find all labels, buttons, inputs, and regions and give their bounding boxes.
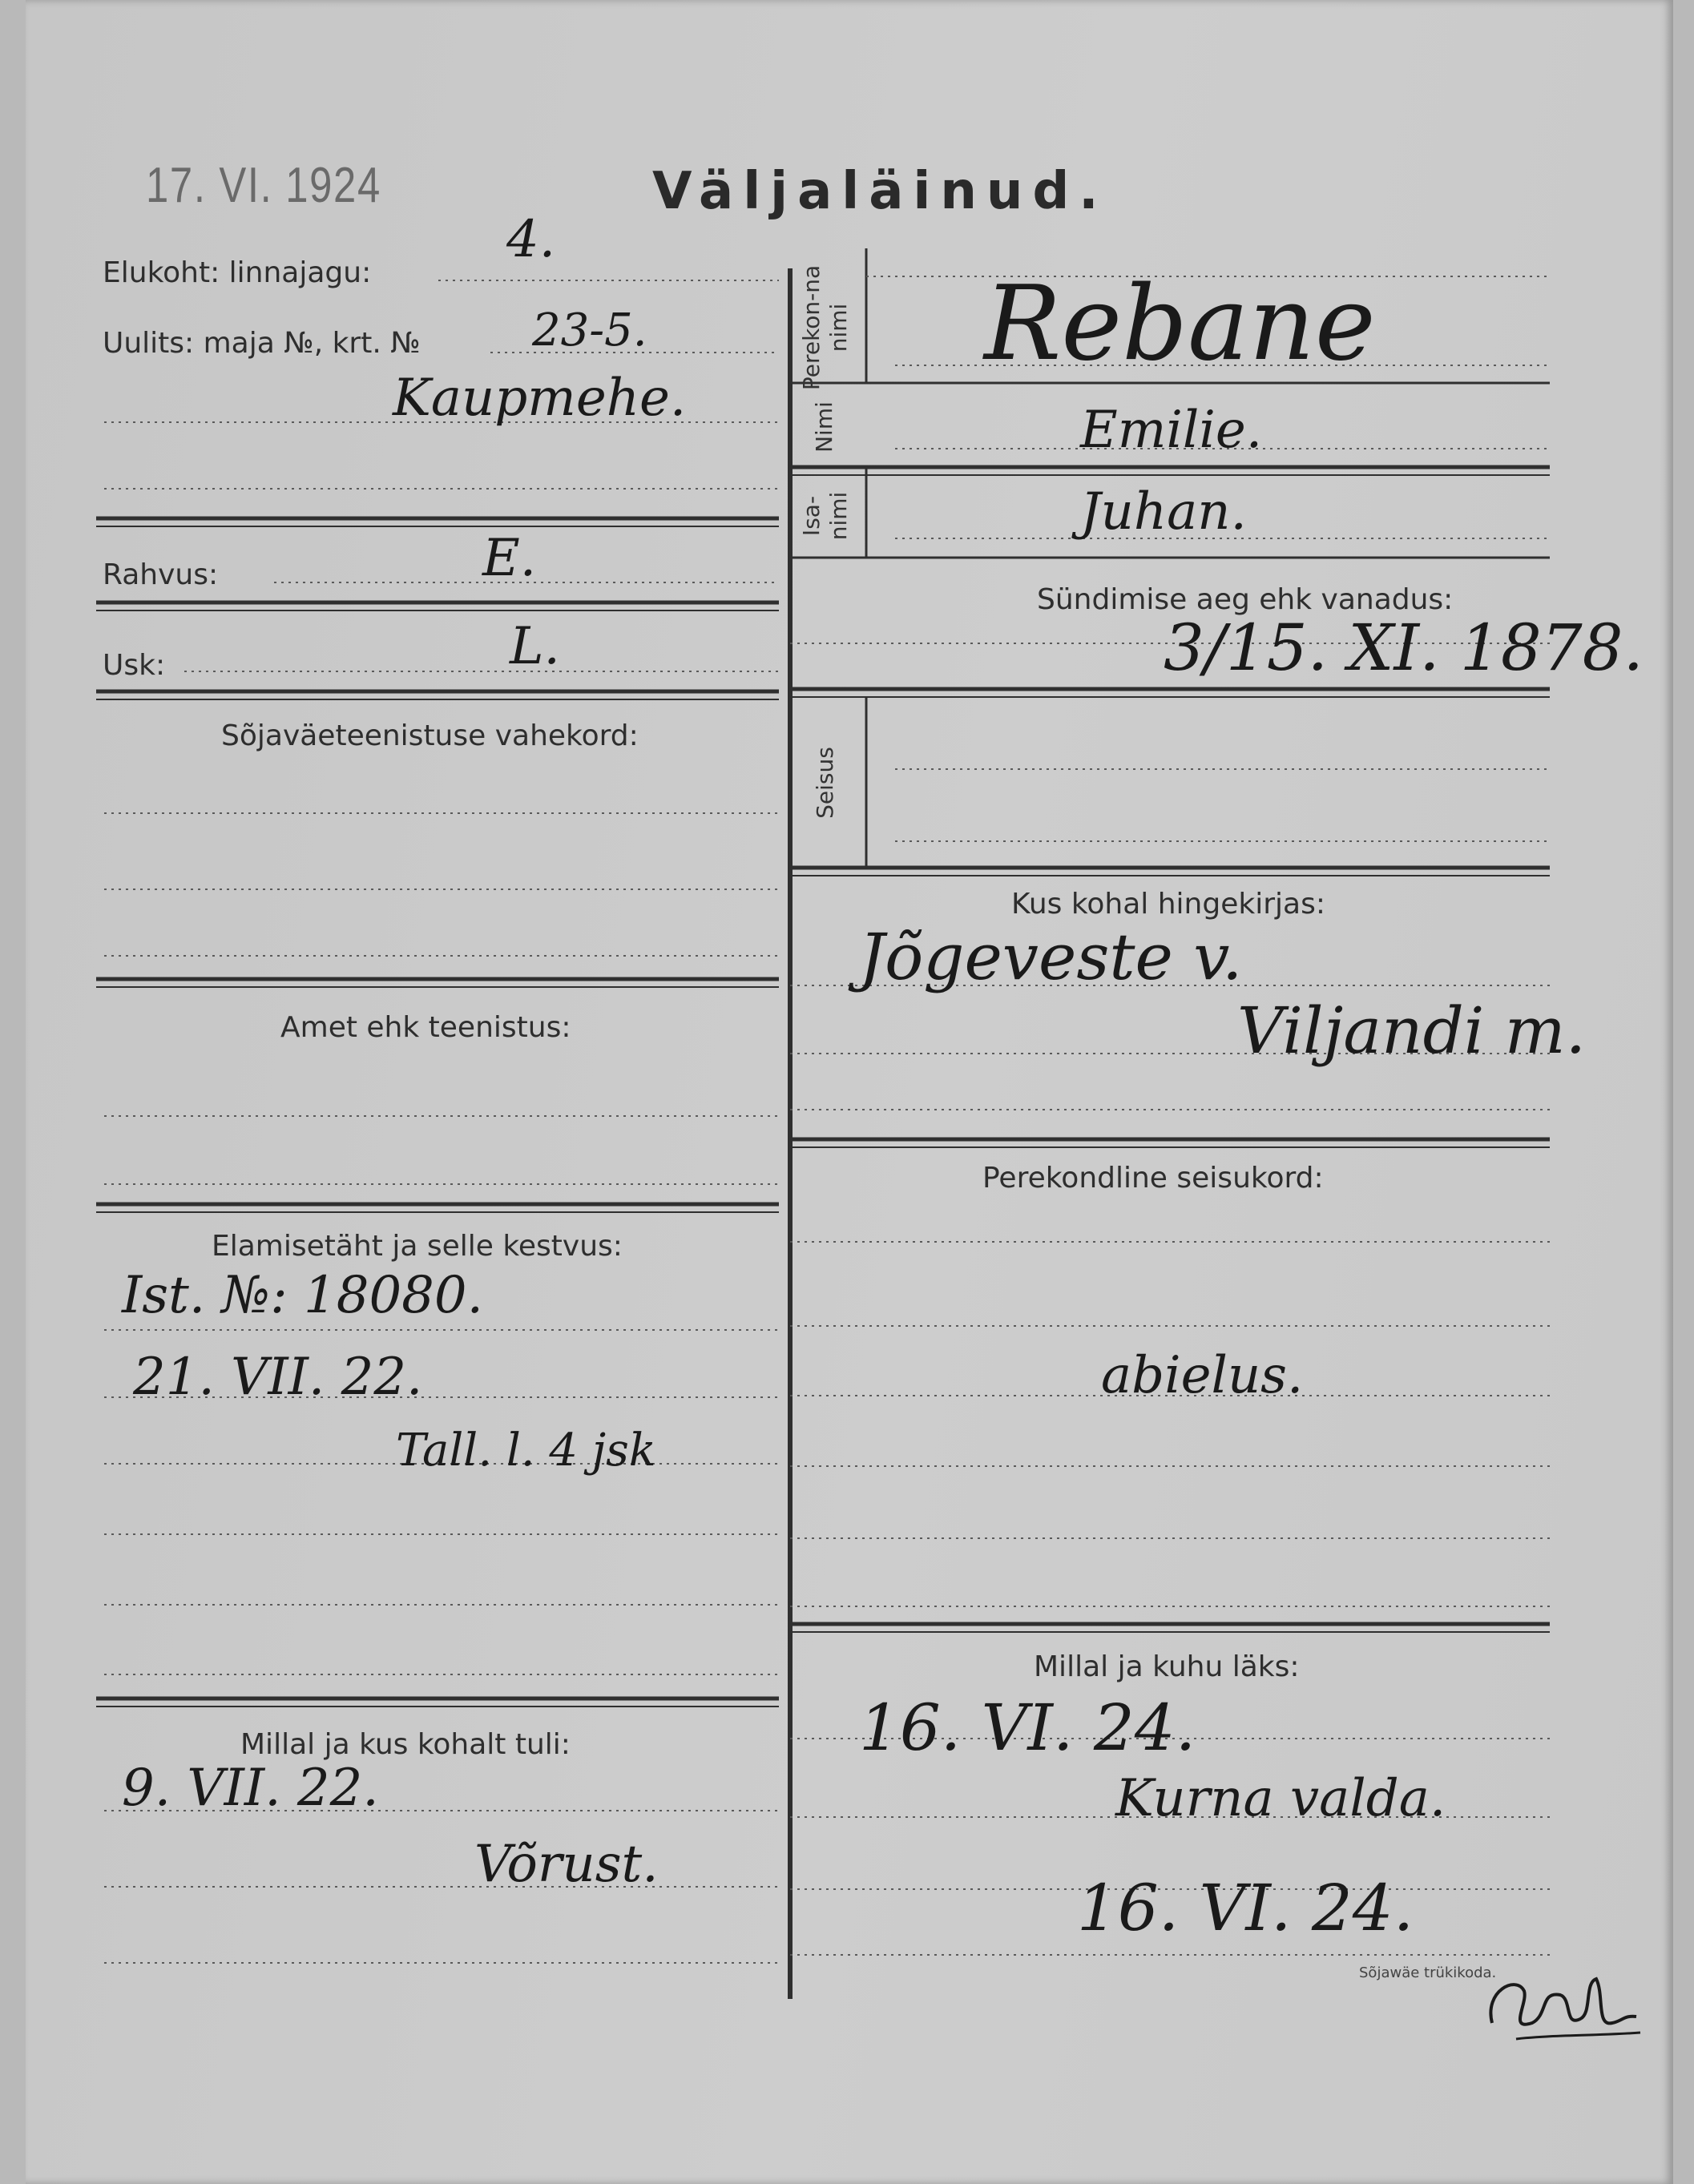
hingekirjas-line2: Viljandi m. xyxy=(1237,993,1587,1068)
perekondline-label: Perekondline seisukord: xyxy=(982,1162,1324,1195)
perekonnanimi-value: Rebane xyxy=(984,264,1376,384)
hingekirjas-label: Kus kohal hingekirjas: xyxy=(1011,888,1325,921)
sundimise-value: 3/15. XI. 1878. xyxy=(1164,610,1644,685)
elukoht-value: 4. xyxy=(506,210,556,269)
perekondline-value: abielus. xyxy=(1101,1346,1304,1405)
laks-line2: Kurna valda. xyxy=(1115,1769,1446,1828)
amet-label: Amet ehk teenistus: xyxy=(280,1011,571,1044)
isanimi-value: Juhan. xyxy=(1080,482,1247,542)
form-title: Väljaläinud. xyxy=(652,162,1108,221)
laks-date2: 16. VI. 24. xyxy=(1077,1871,1414,1945)
usk-value: L. xyxy=(510,617,560,676)
printer-imprint: Sõjawäe trükikoda. xyxy=(1359,1964,1497,1981)
official-signature xyxy=(1484,1959,1644,2047)
tuli-label: Millal ja kus kohalt tuli: xyxy=(240,1728,571,1761)
date-stamp: 17. VI. 1924 xyxy=(146,158,381,213)
usk-label: Usk: xyxy=(103,649,166,682)
seisus-label: Seisus xyxy=(812,747,838,819)
registration-card xyxy=(26,0,1673,2184)
street-value: Kaupmehe. xyxy=(393,369,687,428)
elukoht-label: Elukoht: linnajagu: xyxy=(103,256,372,289)
isanimi-label: Isa-nimi xyxy=(798,491,852,541)
sojavae-label: Sõjaväeteenistuse vahekord: xyxy=(221,719,639,752)
perekonnanimi-label: Perekon-na nimi xyxy=(798,264,852,391)
elamisetaht-label: Elamisetäht ja selle kestvus: xyxy=(212,1230,623,1263)
elamisetaht-line3: Tall. l. 4 jsk xyxy=(396,1424,656,1477)
tuli-line2: Võrust. xyxy=(474,1835,659,1894)
tuli-line1: 9. VII. 22. xyxy=(122,1759,379,1818)
elamisetaht-line1: Ist. №: 18080. xyxy=(122,1266,483,1325)
nimi-label: Nimi xyxy=(811,401,837,453)
uulits-label: Uulits: maja №, krt. № xyxy=(103,327,421,360)
hingekirjas-line1: Jõgeveste v. xyxy=(859,920,1243,994)
sundimise-label: Sündimise aeg ehk vanadus: xyxy=(1037,583,1454,616)
nimi-value: Emilie. xyxy=(1080,401,1263,460)
laks-line1: 16. VI. 24. xyxy=(859,1690,1196,1765)
laks-label: Millal ja kuhu läks: xyxy=(1034,1650,1300,1683)
elamisetaht-line2: 21. VII. 22. xyxy=(133,1348,423,1407)
rahvus-value: E. xyxy=(482,529,537,588)
uulits-value: 23-5. xyxy=(532,304,647,357)
rahvus-label: Rahvus: xyxy=(103,558,219,591)
